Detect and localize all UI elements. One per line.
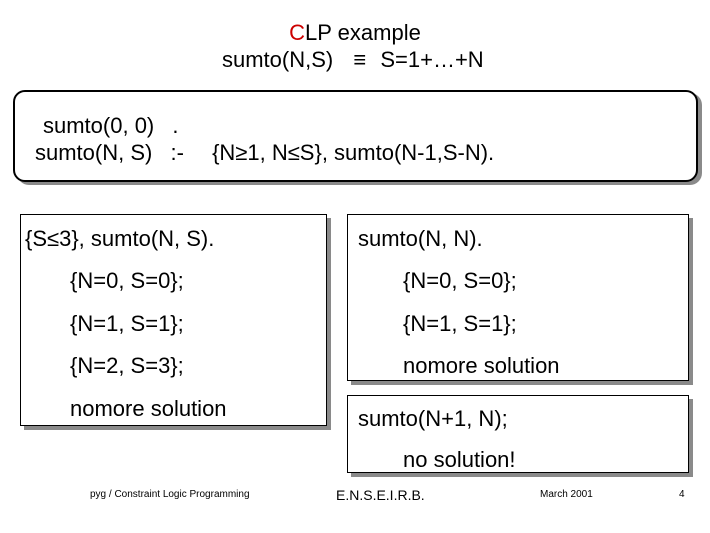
- right-query-2-goal: sumto(N+1, N);: [358, 406, 508, 431]
- right-query-1-goal: sumto(N, N).: [358, 226, 483, 251]
- subtitle-formula-right: S=1+…+N: [380, 47, 484, 72]
- footer-date: March 2001: [540, 489, 593, 500]
- left-answer-1: {N=0, S=0};: [70, 268, 184, 293]
- slide-title: [0, 20, 710, 46]
- right-answer-3: nomore solution: [403, 353, 560, 378]
- page-number: 4: [679, 489, 685, 500]
- clause-fact: sumto(0, 0): [43, 113, 155, 138]
- clause-dot: .: [172, 113, 179, 138]
- clause-neck: :-: [170, 140, 184, 165]
- clause-head: sumto(N, S): [35, 140, 153, 165]
- left-answer-3: {N=2, S=3};: [70, 353, 184, 378]
- left-answer-4: nomore solution: [70, 396, 227, 421]
- footer-author: pyg / Constraint Logic Programming: [90, 489, 250, 500]
- clause-body: {N≥1, N≤S}, sumto(N-1,S-N).: [212, 140, 495, 165]
- footer-institution: E.N.S.E.I.R.B.: [336, 487, 425, 503]
- right-query-2-answer: no solution!: [403, 447, 516, 472]
- title-text: LP example: [305, 20, 421, 45]
- slide-subtitle: [222, 47, 484, 73]
- program-line-1: [43, 113, 179, 139]
- left-answer-2: {N=1, S=1};: [70, 311, 184, 336]
- title-accent-letter: C: [289, 20, 306, 45]
- left-query-goal: {S≤3}, sumto(N, S).: [25, 226, 215, 251]
- equiv-symbol: ≡: [353, 47, 367, 72]
- right-answer-1: {N=0, S=0};: [403, 268, 517, 293]
- right-answer-2: {N=1, S=1};: [403, 311, 517, 336]
- subtitle-formula-left: sumto(N,S): [222, 47, 334, 72]
- program-line-2: [35, 140, 494, 166]
